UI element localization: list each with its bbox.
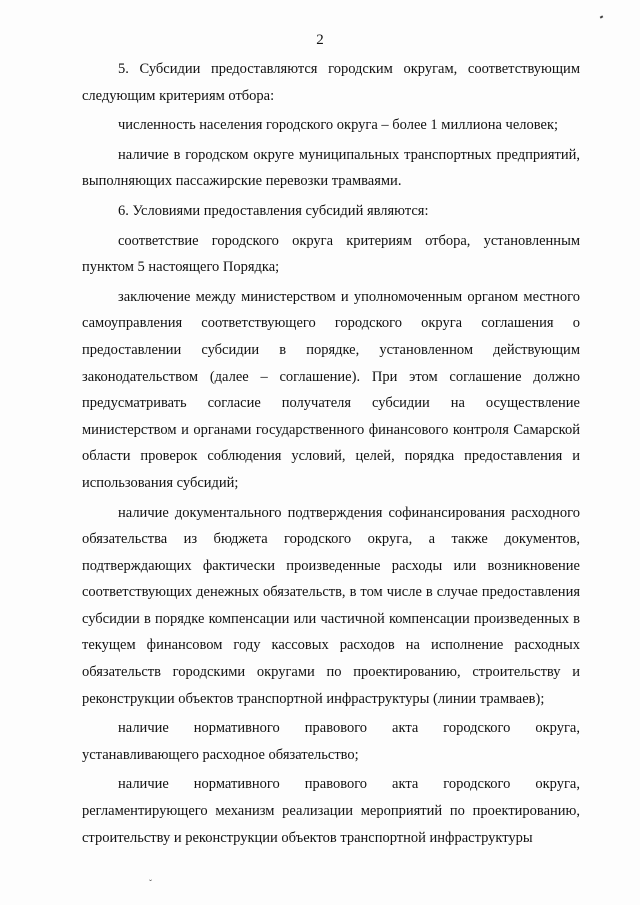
paragraph-6: 6. Условиями предоставления субсидий являются: [118,202,429,219]
paragraph-criterion-transport: наличие в городском округе муниципальных транспортных предприятий, выполняющих пассажирские перевозки трамваями. [82,146,580,190]
document-body [82,56,580,851]
paragraph-condition-act-mechanism: наличие нормативного правового акта городского округа, регламентирующего механизм реализации мероприятий по проектированию, строительству и реконструкции объектов транспортной инфраструктуры [82,776,580,846]
scan-mark [600,15,604,18]
paragraph-criterion-population: численность населения городского округа – более 1 миллиона человек; [118,117,559,134]
paragraph-condition-act-obligation: наличие нормативного правового акта городского округа, устанавливающего расходное обязательство; [82,720,580,763]
scan-mark-bottom: ˇ [149,878,152,888]
paragraph-condition-agreement: заключение между министерством и уполномоченным органом местного самоуправления соответствующего городского округа соглашения о предоставлении субсидии в порядке, установленном действующим законодательством (далее – соглашение). При этом соглашение должно предусматривать согласие получателя субсидии на осуществление министерством и органами государственного финансового контроля Самарской области проверок соблюдения условий, целей, порядка предоставления и использования субсидий; [82,288,580,491]
paragraph-condition-criteria: соответствие городского округа критериям отбора, установленным пунктом 5 настоящего Порядка; [82,232,580,276]
paragraph-5: 5. Субсидии предоставляются городским округам, соответствующим следующим критериям отбора: [82,61,580,104]
page-number: 2 [316,32,324,48]
paragraph-condition-cofinancing: наличие документального подтверждения софинансирования расходного обязательства из бюджета городского округа, а также документов, подтверждающих фактически произведенные расходы или возникновение соответствующих денежных обязательств, в том числе в случае предоставления субсидии в порядке компенсации или частичной компенсации произведенных в текущем финансовом году кассовых расходов на исполнение расходных обязательств городскими округами по проектированию, строительству и реконструкции объектов транспортной инфраструктуры (линии трамваев); [82,504,580,707]
